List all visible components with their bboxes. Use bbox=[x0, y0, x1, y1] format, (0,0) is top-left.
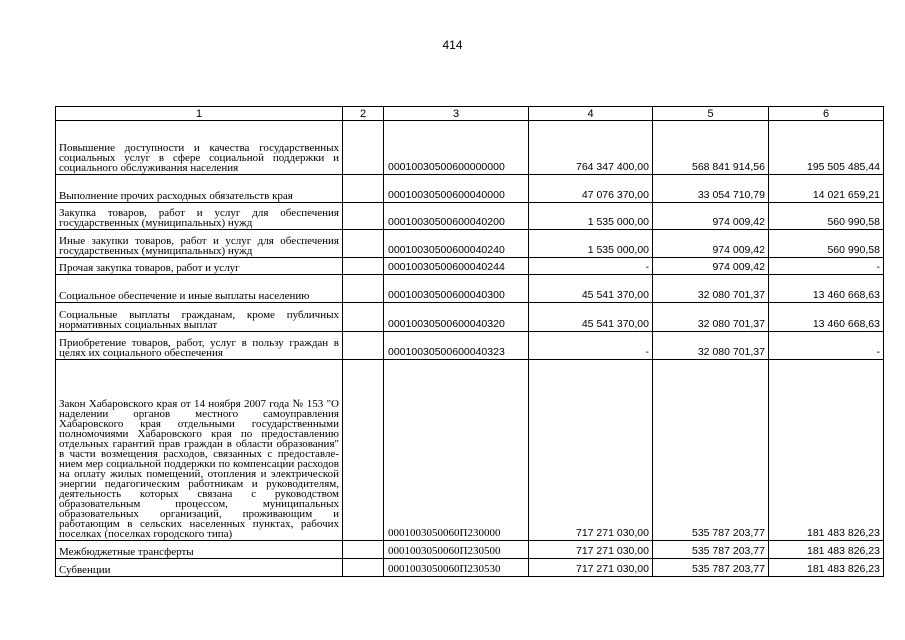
empty-cell bbox=[343, 541, 384, 559]
column-header: 2 bbox=[343, 107, 384, 121]
row-value-6: - bbox=[769, 258, 884, 275]
table-row bbox=[56, 258, 884, 275]
empty-cell bbox=[343, 559, 384, 577]
row-value-4: 1 535 000,00 bbox=[529, 230, 653, 258]
table-row bbox=[56, 121, 884, 175]
row-code: 0001003050060П230500 bbox=[384, 541, 529, 559]
table-row bbox=[56, 332, 884, 360]
column-header: 5 bbox=[653, 107, 769, 121]
column-number-header bbox=[56, 107, 884, 121]
table-row bbox=[56, 559, 884, 577]
row-value-4: - bbox=[529, 258, 653, 275]
row-value-5: 974 009,42 bbox=[653, 203, 769, 230]
row-value-4: 717 271 030,00 bbox=[529, 360, 653, 541]
table-row bbox=[56, 541, 884, 559]
row-value-6: 181 483 826,23 bbox=[769, 559, 884, 577]
row-value-4: 47 076 370,00 bbox=[529, 175, 653, 203]
row-value-5: 974 009,42 bbox=[653, 258, 769, 275]
row-value-4: 717 271 030,00 bbox=[529, 541, 653, 559]
row-value-4: 764 347 400,00 bbox=[529, 121, 653, 175]
row-code: 00010030500600040244 bbox=[384, 258, 529, 275]
row-value-6: 560 990,58 bbox=[769, 230, 884, 258]
row-name: Субвенции bbox=[56, 559, 343, 577]
column-header: 4 bbox=[529, 107, 653, 121]
page-number: 414 bbox=[442, 38, 463, 52]
row-name: Повышение доступности и качества государственных социальных услуг в сфере социальной поддержки и социального обслуживания населения bbox=[56, 121, 343, 175]
row-value-6: 195 505 485,44 bbox=[769, 121, 884, 175]
row-code: 00010030500600040240 bbox=[384, 230, 529, 258]
table-row bbox=[56, 203, 884, 230]
row-value-6: 181 483 826,23 bbox=[769, 360, 884, 541]
row-value-5: 568 841 914,56 bbox=[653, 121, 769, 175]
row-value-4: 717 271 030,00 bbox=[529, 559, 653, 577]
row-name: Социальное обеспечение и иные выплаты населению bbox=[56, 275, 343, 303]
row-value-5: 535 787 203,77 bbox=[653, 541, 769, 559]
row-value-6: 13 460 668,63 bbox=[769, 303, 884, 332]
row-value-6: 14 021 659,21 bbox=[769, 175, 884, 203]
row-name: Приобретение товаров, работ, услуг в пользу граждан в целях их социального обеспечения bbox=[56, 332, 343, 360]
row-value-5: 32 080 701,37 bbox=[653, 303, 769, 332]
row-code: 00010030500600040320 bbox=[384, 303, 529, 332]
row-name: Выполнение прочих расходных обязательств края bbox=[56, 175, 343, 203]
table-row bbox=[56, 275, 884, 303]
row-value-4: - bbox=[529, 332, 653, 360]
row-name: Социальные выплаты гражданам, кроме публичных нормативных социальных выплат bbox=[56, 303, 343, 332]
row-value-6: 13 460 668,63 bbox=[769, 275, 884, 303]
table-row bbox=[56, 230, 884, 258]
empty-cell bbox=[343, 121, 384, 175]
table-row bbox=[56, 175, 884, 203]
column-header: 6 bbox=[769, 107, 884, 121]
empty-cell bbox=[343, 175, 384, 203]
row-code: 0001003050060П230000 bbox=[384, 360, 529, 541]
empty-cell bbox=[343, 360, 384, 541]
row-code: 00010030500600040200 bbox=[384, 203, 529, 230]
row-value-5: 32 080 701,37 bbox=[653, 332, 769, 360]
row-value-5: 33 054 710,79 bbox=[653, 175, 769, 203]
table-row bbox=[56, 303, 884, 332]
row-name: Иные закупки товаров, работ и услуг для обеспечения государственных (муниципальных) нужд bbox=[56, 230, 343, 258]
row-value-4: 45 541 370,00 bbox=[529, 275, 653, 303]
row-name: Закон Хабаровского края от 14 ноября 2007 года № 153 "О наделении органов местного самоуправления Хабаровского края отдельными государственными полномочиями Хабаровского края по предоставлению отдельных гарантий прав граждан в области образования" в части возмещения расходов, связанных с предоставлением мер социальной поддержки по компенсации расходов на оплату жилых помещений, отопления и электрической энергии педагогическим работникам и руководителям, деятельность которых связана с руководством образовательным процессом, муниципальных образовательных организаций, проживающим и работающим в сельских населенных пунктах, рабочих поселках (поселках городского типа) bbox=[56, 360, 343, 541]
row-value-4: 45 541 370,00 bbox=[529, 303, 653, 332]
row-value-5: 535 787 203,77 bbox=[653, 559, 769, 577]
column-header: 1 bbox=[56, 107, 343, 121]
row-code: 00010030500600040300 bbox=[384, 275, 529, 303]
empty-cell bbox=[343, 230, 384, 258]
empty-cell bbox=[343, 203, 384, 230]
row-value-4: 1 535 000,00 bbox=[529, 203, 653, 230]
row-value-6: - bbox=[769, 332, 884, 360]
row-value-5: 974 009,42 bbox=[653, 230, 769, 258]
row-name: Прочая закупка товаров, работ и услуг bbox=[56, 258, 343, 275]
empty-cell bbox=[343, 332, 384, 360]
empty-cell bbox=[343, 303, 384, 332]
column-header: 3 bbox=[384, 107, 529, 121]
row-code: 00010030500600040323 bbox=[384, 332, 529, 360]
row-name: Закупка товаров, работ и услуг для обеспечения государственных (муниципальных) нужд bbox=[56, 203, 343, 230]
row-value-5: 535 787 203,77 bbox=[653, 360, 769, 541]
table-row bbox=[56, 360, 884, 541]
row-value-6: 560 990,58 bbox=[769, 203, 884, 230]
row-name: Межбюджетные трансферты bbox=[56, 541, 343, 559]
empty-cell bbox=[343, 275, 384, 303]
row-value-5: 32 080 701,37 bbox=[653, 275, 769, 303]
budget-table bbox=[55, 106, 884, 577]
row-value-6: 181 483 826,23 bbox=[769, 541, 884, 559]
row-code: 00010030500600040000 bbox=[384, 175, 529, 203]
row-code: 0001003050060П230530 bbox=[384, 559, 529, 577]
empty-cell bbox=[343, 258, 384, 275]
row-code: 00010030500600000000 bbox=[384, 121, 529, 175]
